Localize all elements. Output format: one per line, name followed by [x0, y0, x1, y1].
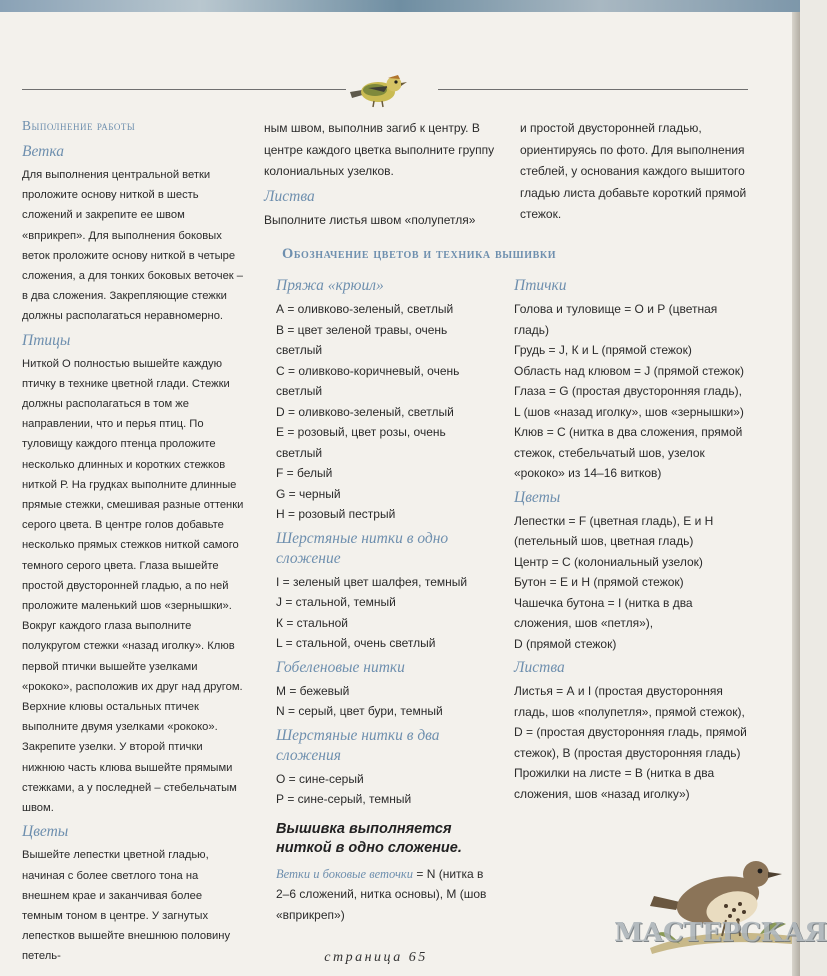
- branches-line: [276, 864, 494, 926]
- wool-item-j: J = стальной, темный: [276, 595, 396, 609]
- leaves-subtitle: Листва: [264, 187, 315, 205]
- crewel-item-c: С = оливково-коричневый, очень светлый: [276, 363, 460, 398]
- birds-item-beak: Клюв = С (нитка в два сложения, прямой стежок, стебельчатый шов, узелок «рококо» из 14–16 витков): [514, 425, 743, 480]
- birds-item-above-beak: Область над клювом = J (прямой стежок): [514, 363, 744, 378]
- crewel-item-g: G = черный: [276, 486, 341, 501]
- leaves-legend-subtitle: Листва: [514, 659, 565, 676]
- leaves-text: Выполните листья швом «полупетля»: [264, 212, 476, 227]
- tapestry-item-n: N = серый, цвет бури, темный: [276, 704, 443, 718]
- crewel-item-b: В = цвет зеленой травы, очень светлый: [276, 322, 448, 357]
- flowers-item-bud: Бутон = Е и Н (прямой стежок): [514, 575, 684, 589]
- header-rule-left: [22, 89, 346, 90]
- crewel-item-a: А = оливково-зеленый, светлый: [276, 302, 454, 316]
- tapestry-item-m: М = бежевый: [276, 683, 350, 698]
- legend-column-middle: [276, 272, 494, 925]
- crewel-item-e: Е = розовый, цвет розы, очень светлый: [276, 425, 446, 460]
- leaves-item-leaves: Листья = А и I (простая двусторонняя гладь, шов «полупетля», прямой стежок), D = (простая двусторонняя гладь, прямой стежок), В (простая двусторонняя гладь): [514, 684, 747, 760]
- column-work-middle: [264, 118, 496, 231]
- leaves-item-veins: Прожилки на листе = В (нитка в два сложения, шов «назад иголку»): [514, 766, 715, 801]
- crewel-item-f: F = белый: [276, 466, 333, 480]
- birds-legend-subtitle: Птички: [514, 277, 567, 294]
- flowers-item-petals: Лепестки = F (цветная гладь), Е и Н (петельный шов, цветная гладь): [514, 513, 714, 548]
- page-number: страница 65: [324, 950, 428, 965]
- wool-item-i: I = зеленый цвет шалфея, темный: [276, 574, 468, 589]
- wool-double-subtitle: Шерстяные нитки в два сложения: [276, 726, 440, 764]
- flowers-text: Вышейте лепестки цветной гладью, начиная с более светлого тона на внешнем крае и заканчивая более темным тоном в центре. У загнутых лепестков вышейте внешнюю половину петель-: [22, 849, 231, 963]
- flowers-subtitle: Цветы: [22, 823, 69, 841]
- crewel-item-d: D = оливково-зеленый, светлый: [276, 404, 454, 419]
- flowers-continued-text: ным швом, выполнив загиб к центру. В центре каждого цветка выполните группу колониальных узелков.: [264, 121, 495, 179]
- flowers-item-center: Центр = С (колониальный узелок): [514, 554, 703, 569]
- flowers-legend-subtitle: Цветы: [514, 488, 561, 506]
- column-work-right: [520, 118, 750, 226]
- work-heading: Выполнение работы: [22, 118, 136, 133]
- page-footer: [0, 950, 792, 966]
- wool-item-k: К = стальной: [276, 615, 348, 630]
- wool-item-p: Р = сине-серый, темный: [276, 792, 412, 806]
- header-rule-right: [438, 89, 748, 90]
- flowers-item-calyx: Чашечка бутона = I (нитка в два сложения, шов «петля»),: [514, 595, 693, 630]
- watermark-logo: МАСТЕРСКАЯ: [614, 918, 827, 948]
- branch-subtitle: Ветка: [22, 143, 64, 160]
- branch-text: Для выполнения центральной ветки проложите основу ниткой в шесть сложений и закрепите ее швом «вприкреп». Для выполнения боковых веток проложите основу ниткой в четыре сложения, а для тонких боковых веточек – в два сложения. Закрепляющие стежки должны располагаться неравномерно.: [22, 169, 244, 323]
- bird-illustration-top: [344, 62, 416, 110]
- legend-column-right: [514, 272, 750, 804]
- crewel-item-h: Н = розовый пестрый: [276, 507, 396, 521]
- birds-item-breast: Грудь = J, К и L (прямой стежок): [514, 343, 692, 357]
- leaves-continued-text: и простой двусторонней гладью, ориентируясь по фото. Для выполнения стеблей, у основания каждого вышитого гладью листа добавьте короткий прямой стежок.: [520, 121, 747, 222]
- wool-item-o: О = сине-серый: [276, 771, 364, 786]
- wool-single-subtitle: Шерстяные нитки в одно сложение: [276, 529, 449, 567]
- wool-item-l: L = стальной, очень светлый: [276, 636, 436, 650]
- page-edge: [792, 12, 800, 976]
- birds-item-head: Голова и туловище = О и Р (цветная гладь): [514, 302, 718, 337]
- column-work-left: [22, 118, 244, 967]
- birds-text: Ниткой О полностью вышейте каждую птичку в технике цветной глади. Стежки должны располагаться в том же направлении, что и перья птиц. По туловищу каждого птенца проложите несколько длинных и коротких стежков ниткой Р. На грудках выполните длинные прямые стежки, смешивая разные оттенки серого цвета. В центре голов добавьте несколько прямых стежков ниткой самого темного серого цвета. Глаза вышейте простой двусторонней гладью, а по ней проложите маленький шов «зернышки». Вокруг каждого глаза выполните полукругом стежки «назад иголку». Клюв первой птички вышейте узелками «рококо», расположив их друг над другом. Верхние клювы остальных птичек выполните двумя узелками «рококо». Закрепите узелки. У второй птички нижнюю часть клюва вышейте прямыми стежками, а у последней – стебельчатым швом.: [22, 357, 244, 815]
- top-background-strip: [0, 0, 800, 12]
- birds-item-eyes: Глаза = G (простая двусторонняя гладь), L (шов «назад иголку», шов «зернышки»): [514, 384, 744, 419]
- crewel-subtitle: Пряжа «крюил»: [276, 277, 384, 294]
- birds-subtitle: Птицы: [22, 331, 71, 349]
- tapestry-subtitle: Гобеленовые нитки: [276, 658, 405, 676]
- flowers-item-calyx-d: D (прямой стежок): [514, 636, 617, 651]
- branches-text: = N (нитка в 2–6 сложений, нитка основы), М (шов «вприкреп»): [276, 866, 487, 922]
- single-strand-note: Вышивка выполняется ниткой в одно сложение.: [276, 820, 462, 856]
- branches-label: Ветки и боковые веточки: [276, 866, 414, 881]
- legend-heading: Обозначение цветов и техника вышивки: [282, 246, 557, 262]
